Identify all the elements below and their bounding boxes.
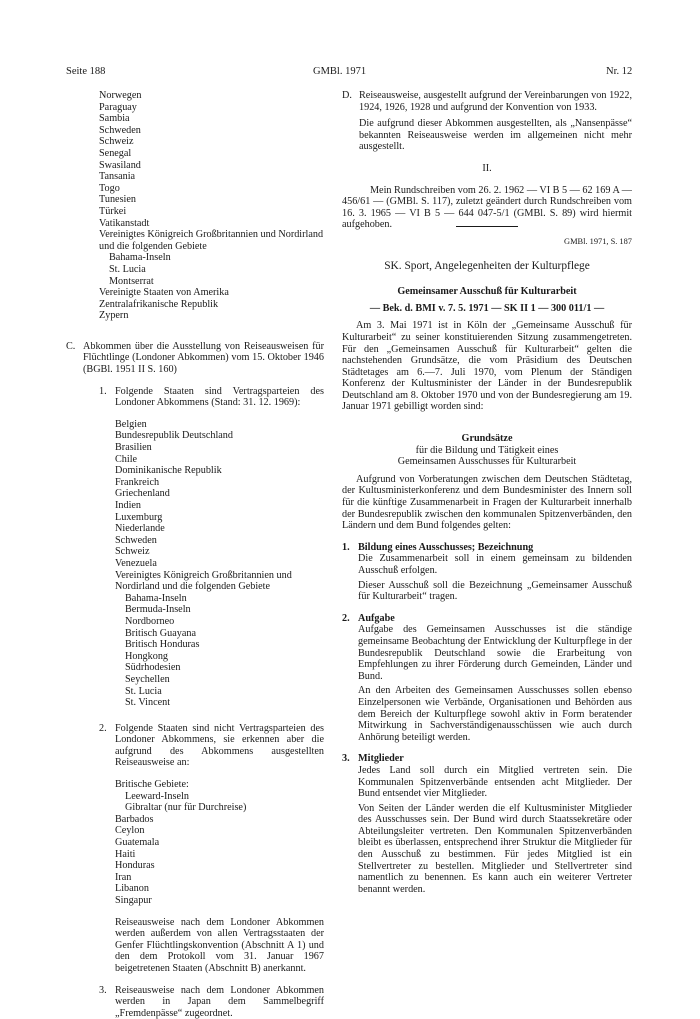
country-item: Barbados	[115, 813, 154, 825]
item-2-note: Reiseausweise nach dem Londoner Abkommen werden außerdem von allen Vertragsstaaten der Genfer Flüchtlingskonvention (Abschnitt A 1) und den dem Protokoll vom 31. Januar 1967 beigetretenen Staaten (Abschnitt B) anerkannt.	[115, 916, 324, 974]
principle-2	[342, 613, 632, 744]
country-item: Vatikanstadt	[99, 217, 150, 229]
territory-item: Seychellen	[125, 673, 170, 685]
principle-3	[342, 753, 632, 895]
grundsaetze-title: Grundsätze	[461, 433, 513, 445]
item-3-number: 3.	[99, 984, 107, 996]
item-2-number: 2.	[99, 722, 107, 734]
section-c-letter: C.	[66, 340, 76, 352]
intro-text: Am 3. Mai 1971 ist in Köln der „Gemeinsame Ausschuß für Kulturarbeit“ zu seiner konstituierenden Sitzung zusammengetreten. Für den „Gemeinsamen Ausschuß für Kulturarbeit“ gelten die nachstehenden Grundsätze, die vom Präsidium des Deutschen Städtetages am 6.—7. Juli 1970, vom Plenum der Ständigen Konferenz der Kultusminister der Länder in der Bundesrepublik Deutschland am 8. Oktober 1970 und von der Bundesregierung am 19. Januar 1971 gebilligt worden sind:	[342, 320, 632, 413]
party-item: Niederlande	[115, 523, 165, 535]
party-item: Vereinigtes Königreich Großbritannien und Nordirland und die folgenden Gebiete	[115, 569, 292, 593]
principle-1	[342, 542, 632, 603]
principle-2-title: Aufgabe	[358, 612, 395, 624]
party-item: Griechenland	[115, 488, 170, 500]
country-item: Tunesien	[99, 194, 136, 206]
item-3-text: Reiseausweise nach dem Londoner Abkommen werden in Japan dem Sammelbegriff „Fremdenpässe“ zugeordnet.	[115, 984, 324, 1019]
territory-item: Britisch Guayana	[125, 627, 197, 639]
principle-1-p2: Dieser Ausschuß soll die Bezeichnung „Gemeinsamer Ausschuß für Kulturarbeit“ tragen.	[358, 579, 632, 603]
country-item: Zentralafrikanische Republik	[99, 298, 219, 310]
journal-title: GMBl. 1971	[313, 66, 367, 77]
country-item: Vereinigte Staaten von Amerika	[99, 287, 229, 299]
territory-item: Südrhodesien	[125, 662, 181, 674]
article-title: Gemeinsamer Ausschuß für Kulturarbeit	[397, 286, 577, 298]
country-item: Singapur	[115, 895, 152, 906]
principle-2-p2: An den Arbeiten des Gemeinsamen Ausschusses sollen ebenso Einzelpersonen wie Verbände, Organisationen und Behörden aus dem Bereich der Kulturpflege sowohl aktiv in Form beratender Mitwirkung in Sachverständigenausschüssen wie auch durch Anhörung beteiligt werden.	[358, 685, 632, 743]
territory-item: Hongkong	[125, 650, 169, 662]
country-item: Togo	[99, 182, 120, 194]
country-item: Schweiz	[99, 136, 134, 148]
section-d-text: Reiseausweise, ausgestellt aufgrund der Vereinbarungen von 1922, 1924, 1926, 1928 und aufgrund der Konvention von 1933.	[359, 90, 632, 113]
party-item: Venezuela	[115, 557, 157, 569]
country-item: Guatemala	[115, 837, 160, 849]
party-item: Chile	[115, 453, 138, 465]
territory-item: Nordborneo	[125, 615, 175, 627]
preamble-text: Aufgrund von Vorberatungen zwischen dem Deutschen Städtetag, der Kultusministerkonferenz und dem Bundesminister des Innern soll für die künftige Zusammenarbeit in Fragen der Kulturarbeit innerhalb der Bundesrepublik zwischen den kommunalen Spitzenverbänden, den Ländern und dem Bund folgendes gelten:	[342, 473, 632, 532]
territory-item: Gibraltar (nur für Durchreise)	[125, 802, 247, 814]
principle-3-number: 3.	[342, 753, 350, 765]
parties-list	[99, 419, 324, 709]
principle-1-title: Bildung eines Ausschusses; Bezeichnung	[358, 541, 534, 553]
section-c	[66, 341, 324, 376]
recognizing-list	[99, 779, 324, 907]
item-1-number: 1.	[99, 385, 107, 397]
country-item: Norwegen	[99, 90, 142, 101]
territory-item: Bahama-Inseln	[125, 592, 187, 604]
party-item: Brasilien	[115, 442, 152, 454]
territory-item: St. Vincent	[125, 697, 171, 709]
principle-3-p1: Jedes Land soll durch ein Mitglied vertreten sein. Die Kommunalen Spitzenverbände entsenden acht Mitglieder. Der Bund entsendet vier Mitglieder.	[358, 764, 632, 800]
circular-text: Mein Rundschreiben vom 26. 2. 1962 — VI B 5 — 62 169 A — 456/61 — (GMBl. S. 117), zuletzt geändert durch Rundschreiben vom 16. 3. 1965 — VI B 5 — 644 047-5/1 (GMBl. S. 89) wird hiermit aufgehoben.	[342, 184, 632, 231]
party-item: Bundesrepublik Deutschland	[115, 430, 233, 442]
section-d-note: Die aufgrund dieser Abkommen ausgestellten, als „Nansenpässe“ bekannten Reiseausweise werden im allgemeinen nicht mehr ausgestellt.	[359, 118, 632, 153]
country-item: Zypern	[99, 310, 129, 322]
country-item: Ceylon	[115, 825, 145, 837]
section-c-text: Abkommen über die Ausstellung von Reiseausweisen für Flüchtlinge (Londoner Abkommen) vom 15. Oktober 1946 (BGBl. 1951 II S. 160)	[83, 340, 324, 376]
territory-item: St. Lucia	[109, 263, 146, 275]
grundsaetze-subtitle-2: Gemeinsamen Ausschusses für Kulturarbeit	[397, 456, 577, 468]
country-item: Sambia	[99, 113, 130, 125]
section-title: SK. Sport, Angelegenheiten der Kulturpflege	[384, 259, 590, 272]
country-item: Haiti	[115, 848, 136, 860]
country-item: Swasiland	[99, 159, 141, 171]
country-item: Senegal	[99, 147, 132, 159]
item-1	[66, 386, 324, 709]
principle-1-number: 1.	[342, 541, 350, 553]
territory-item: St. Lucia	[125, 685, 162, 697]
party-item: Belgien	[115, 418, 147, 430]
item-1-text: Folgende Staaten sind Vertragsparteien des Londoner Abkommens (Stand: 31. 12. 1969):	[115, 385, 324, 409]
principle-3-title: Mitglieder	[358, 753, 404, 765]
country-item: Paraguay	[99, 101, 137, 113]
party-item: Dominikanische Republik	[115, 465, 222, 477]
page-number: Seite 188	[66, 66, 106, 77]
left-column	[66, 90, 324, 1019]
issue-number: Nr. 12	[606, 66, 633, 77]
principle-1-p1: Die Zusammenarbeit soll in einem gemeinsam zu bildenden Ausschuß erfolgen.	[358, 553, 632, 576]
section-d	[342, 90, 632, 113]
announcement-reference: — Bek. d. BMI v. 7. 5. 1971 — SK II 1 — 300 011/1 —	[369, 302, 605, 314]
principle-2-number: 2.	[342, 612, 350, 624]
reference-1: GMBl. 1971, S. 187	[564, 236, 632, 246]
item-2-text: Folgende Staaten sind nicht Vertragsparteien des Londoner Abkommens, sie erkennen aber die aufgrund des Abkommens ausgestellten Reiseausweise an:	[115, 722, 324, 769]
principle-3-p2: Von Seiten der Länder werden die elf Kultusminister Mitglieder des Ausschusses sein. Der Bund wird durch Staatssekretäre oder Abteilungsleiter vertreten. Den Kommunalen Spitzenverbänden bleibt es überlassen, entsprechend ihrer Struktur die Mitglieder für den Ausschuß zu bestimmen. Für jedes Mitglied ist ein Stellvertreter zu bestellen. Mitglieder und Stellvertreter sind namentlich zu benennen. Es kann auch ein weiterer Vertreter benannt werden.	[358, 802, 632, 895]
separator-rule	[456, 226, 518, 227]
party-item: Frankreich	[115, 476, 160, 488]
right-column	[342, 90, 632, 895]
country-item: Tansania	[99, 171, 136, 183]
country-item: Libanon	[115, 883, 149, 895]
party-item: Indien	[115, 500, 142, 511]
country-item: Türkei	[99, 205, 127, 217]
party-item: Schweden	[115, 534, 157, 546]
territory-item: Montserrat	[109, 275, 154, 287]
territory-item: Leeward-Inseln	[125, 790, 189, 802]
party-item: Schweiz	[115, 546, 150, 558]
country-item: Vereinigtes Königreich Großbritannien und Nordirland und die folgenden Gebiete	[99, 229, 324, 252]
country-item: Schweden	[99, 124, 141, 136]
territory-item: Britisch Honduras	[125, 639, 200, 651]
roman-numeral-heading: II.	[482, 162, 492, 174]
brit-label: Britische Gebiete:	[115, 779, 189, 791]
principle-2-p1: Aufgabe des Gemeinsamen Ausschusses ist die ständige gemeinsame Beobachtung der Entwicklung der Kulturpflege in der Bundesrepublik Deutschland sowie die Erarbeitung von Empfehlungen zu ihrer Förderung durch Gemeinden, Länder und Bund.	[358, 624, 632, 682]
grundsaetze-subtitle-1: für die Bildung und Tätigkeit eines	[415, 444, 559, 456]
country-item: Honduras	[115, 860, 155, 872]
section-d-letter: D.	[342, 90, 352, 101]
item-2	[66, 723, 324, 975]
territory-item: Bermuda-Inseln	[125, 604, 191, 616]
territory-item: Bahama-Inseln	[109, 252, 171, 264]
country-list-top	[66, 90, 324, 322]
country-item: Iran	[115, 871, 132, 883]
party-item: Luxemburg	[115, 511, 163, 523]
